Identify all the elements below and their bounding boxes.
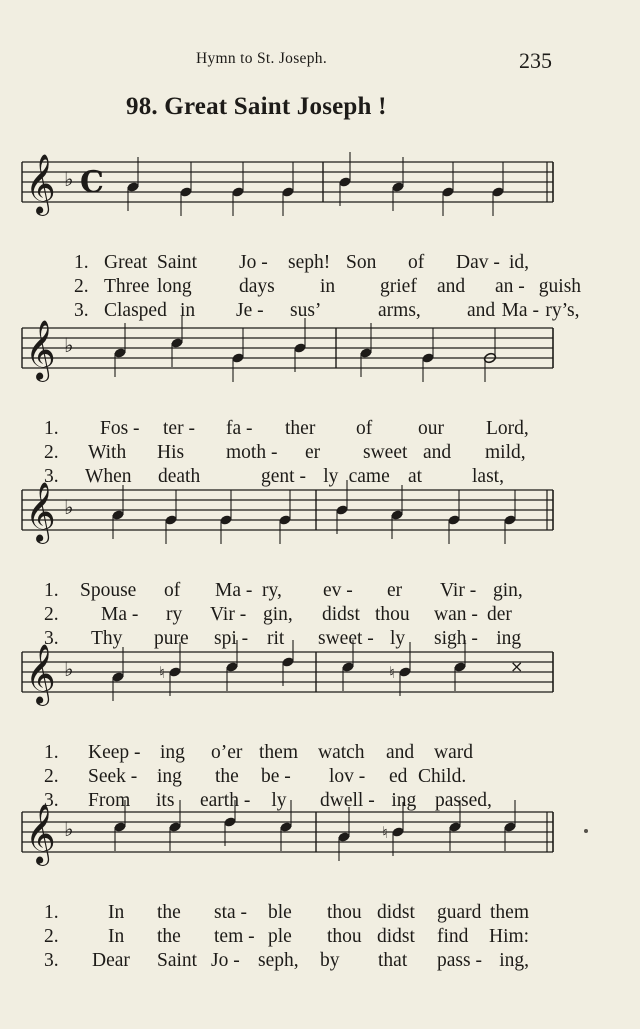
lyric-syllable: mild, xyxy=(485,442,526,463)
verse-number: 1. xyxy=(44,580,59,601)
lyric-syllable: and xyxy=(467,300,496,321)
lyric-syllable: In xyxy=(108,926,125,947)
lyric-syllable: the xyxy=(157,926,181,947)
lyric-syllable: rit xyxy=(267,628,285,649)
lyric-syllable: sweet - xyxy=(318,628,374,649)
time-signature: C xyxy=(80,165,104,200)
lyric-syllable: be - xyxy=(261,766,291,787)
flat-icon: ♭ xyxy=(64,333,74,357)
lyric-syllable: thou xyxy=(327,926,362,947)
lyric-syllable: in xyxy=(180,300,196,321)
lyric-syllable: Saint xyxy=(157,950,198,971)
lyric-syllable: ry, xyxy=(262,580,282,601)
lyric-syllable: ing xyxy=(496,628,522,649)
lyric-syllable: didst xyxy=(377,902,415,923)
verse-number: 2. xyxy=(44,926,59,947)
lyric-line-verse-2 xyxy=(0,604,640,628)
staff xyxy=(0,640,640,720)
lyric-syllable: In xyxy=(108,902,125,923)
lyric-syllable: Child. xyxy=(418,766,467,787)
lyric-syllable: lov - xyxy=(329,766,366,787)
staff xyxy=(0,800,640,880)
verse-number: 1. xyxy=(74,252,89,273)
lyric-syllable: gent - xyxy=(261,466,306,487)
lyric-syllable: dwell - xyxy=(320,790,375,811)
lyric-syllable: ev - xyxy=(323,580,353,601)
lyric-syllable: came xyxy=(348,466,390,487)
lyric-line-verse-2 xyxy=(0,442,640,466)
lyric-syllable: moth - xyxy=(226,442,278,463)
lyric-syllable: ly xyxy=(390,628,406,649)
lyric-syllable: them xyxy=(259,742,298,763)
lyric-syllable: and xyxy=(423,442,452,463)
lyric-syllable: passed, xyxy=(435,790,492,811)
lyric-syllable: ed xyxy=(389,766,408,787)
lyric-syllable: of xyxy=(408,252,425,273)
lyric-line-verse-3 xyxy=(0,950,640,974)
lyric-syllable: er xyxy=(387,580,403,601)
lyric-line-verse-1 xyxy=(0,418,640,442)
verse-number: 3. xyxy=(44,790,59,811)
lyric-syllable: Dav - xyxy=(456,252,500,273)
lyric-syllable: the xyxy=(157,902,181,923)
lyric-syllable: ble xyxy=(268,902,292,923)
lyric-line-verse-1 xyxy=(0,252,640,276)
lyric-syllable: Clasped xyxy=(104,300,167,321)
lyric-syllable: ing xyxy=(160,742,185,763)
lyric-syllable: days xyxy=(239,276,275,297)
hymn-title: 98. Great Saint Joseph ! xyxy=(126,93,387,120)
lyric-syllable: From xyxy=(88,790,131,811)
lyric-syllable: Je - xyxy=(236,300,264,321)
treble-clef-icon: 𝄞 xyxy=(25,154,56,214)
verse-number: 2. xyxy=(44,604,59,625)
lyric-syllable: gin, xyxy=(493,580,523,601)
music-system-2 xyxy=(0,316,640,496)
lyric-syllable: earth - xyxy=(200,790,251,811)
lyric-syllable: ry’s, xyxy=(545,300,580,321)
lyric-syllable: Jo - xyxy=(239,252,268,273)
lyric-syllable: guish xyxy=(538,276,582,297)
lyric-syllable: Vir - xyxy=(210,604,247,625)
lyric-syllable: pass - xyxy=(437,950,482,971)
lyric-syllable: ing, xyxy=(499,950,529,971)
lyric-syllable: Ma - xyxy=(101,604,139,625)
lyric-syllable: Dear xyxy=(92,950,130,971)
treble-clef-icon: 𝄞 xyxy=(25,320,56,380)
lyric-syllable: and xyxy=(386,742,415,763)
verse-number: 2. xyxy=(44,442,59,463)
lyric-syllable: at xyxy=(408,466,423,487)
lyric-syllable: Lord, xyxy=(486,418,529,439)
lyric-syllable: Thy xyxy=(91,628,123,649)
lyric-syllable: Jo - xyxy=(211,950,240,971)
flat-icon: ♭ xyxy=(64,817,74,841)
lyric-syllable: fa - xyxy=(226,418,253,439)
lyric-syllable: sus’ xyxy=(290,300,322,321)
lyric-syllable: Fos - xyxy=(100,418,140,439)
lyric-line-verse-2 xyxy=(0,926,640,950)
flat-icon: ♭ xyxy=(64,167,74,191)
lyric-syllable: them xyxy=(490,902,529,923)
lyric-syllable: ter - xyxy=(163,418,195,439)
lyric-syllable: thou xyxy=(327,902,362,923)
lyric-line-verse-1 xyxy=(0,580,640,604)
natural-icon: ♮ xyxy=(382,823,388,842)
lyric-syllable: Seek - xyxy=(88,766,138,787)
lyric-syllable: of xyxy=(164,580,181,601)
lyric-syllable: thou xyxy=(375,604,410,625)
lyric-syllable: Ma - xyxy=(501,300,539,321)
lyric-syllable: the xyxy=(215,766,239,787)
lyric-syllable: didst xyxy=(322,604,360,625)
lyric-syllable: ther xyxy=(285,418,316,439)
verse-number: 2. xyxy=(74,276,89,297)
lyric-syllable: wan - xyxy=(434,604,478,625)
lyric-syllable: er xyxy=(305,442,321,463)
lyric-syllable: and xyxy=(437,276,466,297)
lyric-line-verse-2 xyxy=(0,766,640,790)
lyric-syllable: find xyxy=(437,926,469,947)
verse-number: 2. xyxy=(44,766,59,787)
lyric-line-verse-2 xyxy=(0,276,640,300)
lyric-syllable: its xyxy=(156,790,175,811)
lyric-syllable: ward xyxy=(434,742,473,763)
lyric-syllable: Spouse xyxy=(80,580,137,601)
verse-number: 1. xyxy=(44,418,59,439)
music-system-4 xyxy=(0,640,640,820)
verse-number: 3. xyxy=(44,628,59,649)
staff xyxy=(0,478,640,558)
lyric-syllable: sweet xyxy=(363,442,408,463)
lyric-syllable: that xyxy=(378,950,408,971)
lyric-syllable: seph! xyxy=(288,252,331,273)
lyric-syllable: Him: xyxy=(489,926,530,947)
running-head: Hymn to St. Joseph. xyxy=(196,50,328,67)
music-system-1 xyxy=(0,150,640,330)
lyric-line-verse-1 xyxy=(0,902,640,926)
music-system-3 xyxy=(0,478,640,658)
verse-number: 3. xyxy=(44,466,59,487)
lyric-syllable: death xyxy=(158,466,201,487)
verse-number: 3. xyxy=(74,300,89,321)
lyric-syllable: Three xyxy=(104,276,150,297)
lyric-syllable: of xyxy=(356,418,373,439)
lyric-syllable: sta - xyxy=(214,902,248,923)
lyric-syllable: Saint xyxy=(157,252,198,273)
lyric-syllable: Great xyxy=(104,252,148,273)
lyric-syllable: id, xyxy=(509,252,530,273)
flat-icon: ♭ xyxy=(64,495,74,519)
lyric-syllable: ly xyxy=(323,466,339,487)
rest-icon: × xyxy=(510,657,524,676)
lyric-syllable: Son xyxy=(346,252,377,273)
lyric-syllable: seph, xyxy=(258,950,299,971)
lyric-syllable: long xyxy=(157,276,192,297)
lyric-syllable: sigh - xyxy=(434,628,478,649)
lyric-syllable: watch xyxy=(318,742,365,763)
lyric-syllable: His xyxy=(157,442,185,463)
verse-number: 1. xyxy=(44,902,59,923)
lyric-syllable: grief xyxy=(380,276,417,297)
staff xyxy=(0,316,640,396)
lyric-syllable: ing xyxy=(391,790,417,811)
lyric-syllable: Ma - xyxy=(215,580,253,601)
natural-icon: ♮ xyxy=(159,663,165,682)
lyric-syllable: ly xyxy=(271,790,287,811)
lyric-syllable: ing xyxy=(157,766,182,787)
lyric-syllable: ple xyxy=(268,926,292,947)
lyric-syllable: by xyxy=(320,950,340,971)
staff xyxy=(0,150,640,230)
lyric-syllable: o’er xyxy=(211,742,243,763)
flat-icon: ♭ xyxy=(64,657,74,681)
lyric-syllable: last, xyxy=(472,466,504,487)
music-system-5 xyxy=(0,800,640,980)
treble-clef-icon: 𝄞 xyxy=(25,482,56,542)
print-speck xyxy=(584,829,588,833)
treble-clef-icon: 𝄞 xyxy=(25,804,56,864)
lyric-syllable: ry xyxy=(166,604,183,625)
lyric-syllable: guard xyxy=(437,902,482,923)
page-number: 235 xyxy=(519,48,552,73)
lyric-syllable: Vir - xyxy=(440,580,477,601)
lyric-line-verse-1 xyxy=(0,742,640,766)
lyric-syllable: pure xyxy=(154,628,189,649)
lyric-syllable: didst xyxy=(377,926,415,947)
natural-icon: ♮ xyxy=(389,663,395,682)
treble-clef-icon: 𝄞 xyxy=(25,644,56,704)
lyric-syllable: der xyxy=(487,604,512,625)
lyric-syllable: With xyxy=(88,442,127,463)
verse-number: 3. xyxy=(44,950,59,971)
lyric-syllable: arms, xyxy=(378,300,421,321)
lyric-syllable: spi - xyxy=(214,628,249,649)
lyric-syllable: gin, xyxy=(263,604,293,625)
lyric-syllable: tem - xyxy=(214,926,255,947)
lyric-syllable: an - xyxy=(495,276,525,297)
lyric-syllable: our xyxy=(418,418,444,439)
lyric-syllable: Keep - xyxy=(88,742,141,763)
lyric-syllable: in xyxy=(320,276,336,297)
lyric-syllable: When xyxy=(85,466,132,487)
verse-number: 1. xyxy=(44,742,59,763)
